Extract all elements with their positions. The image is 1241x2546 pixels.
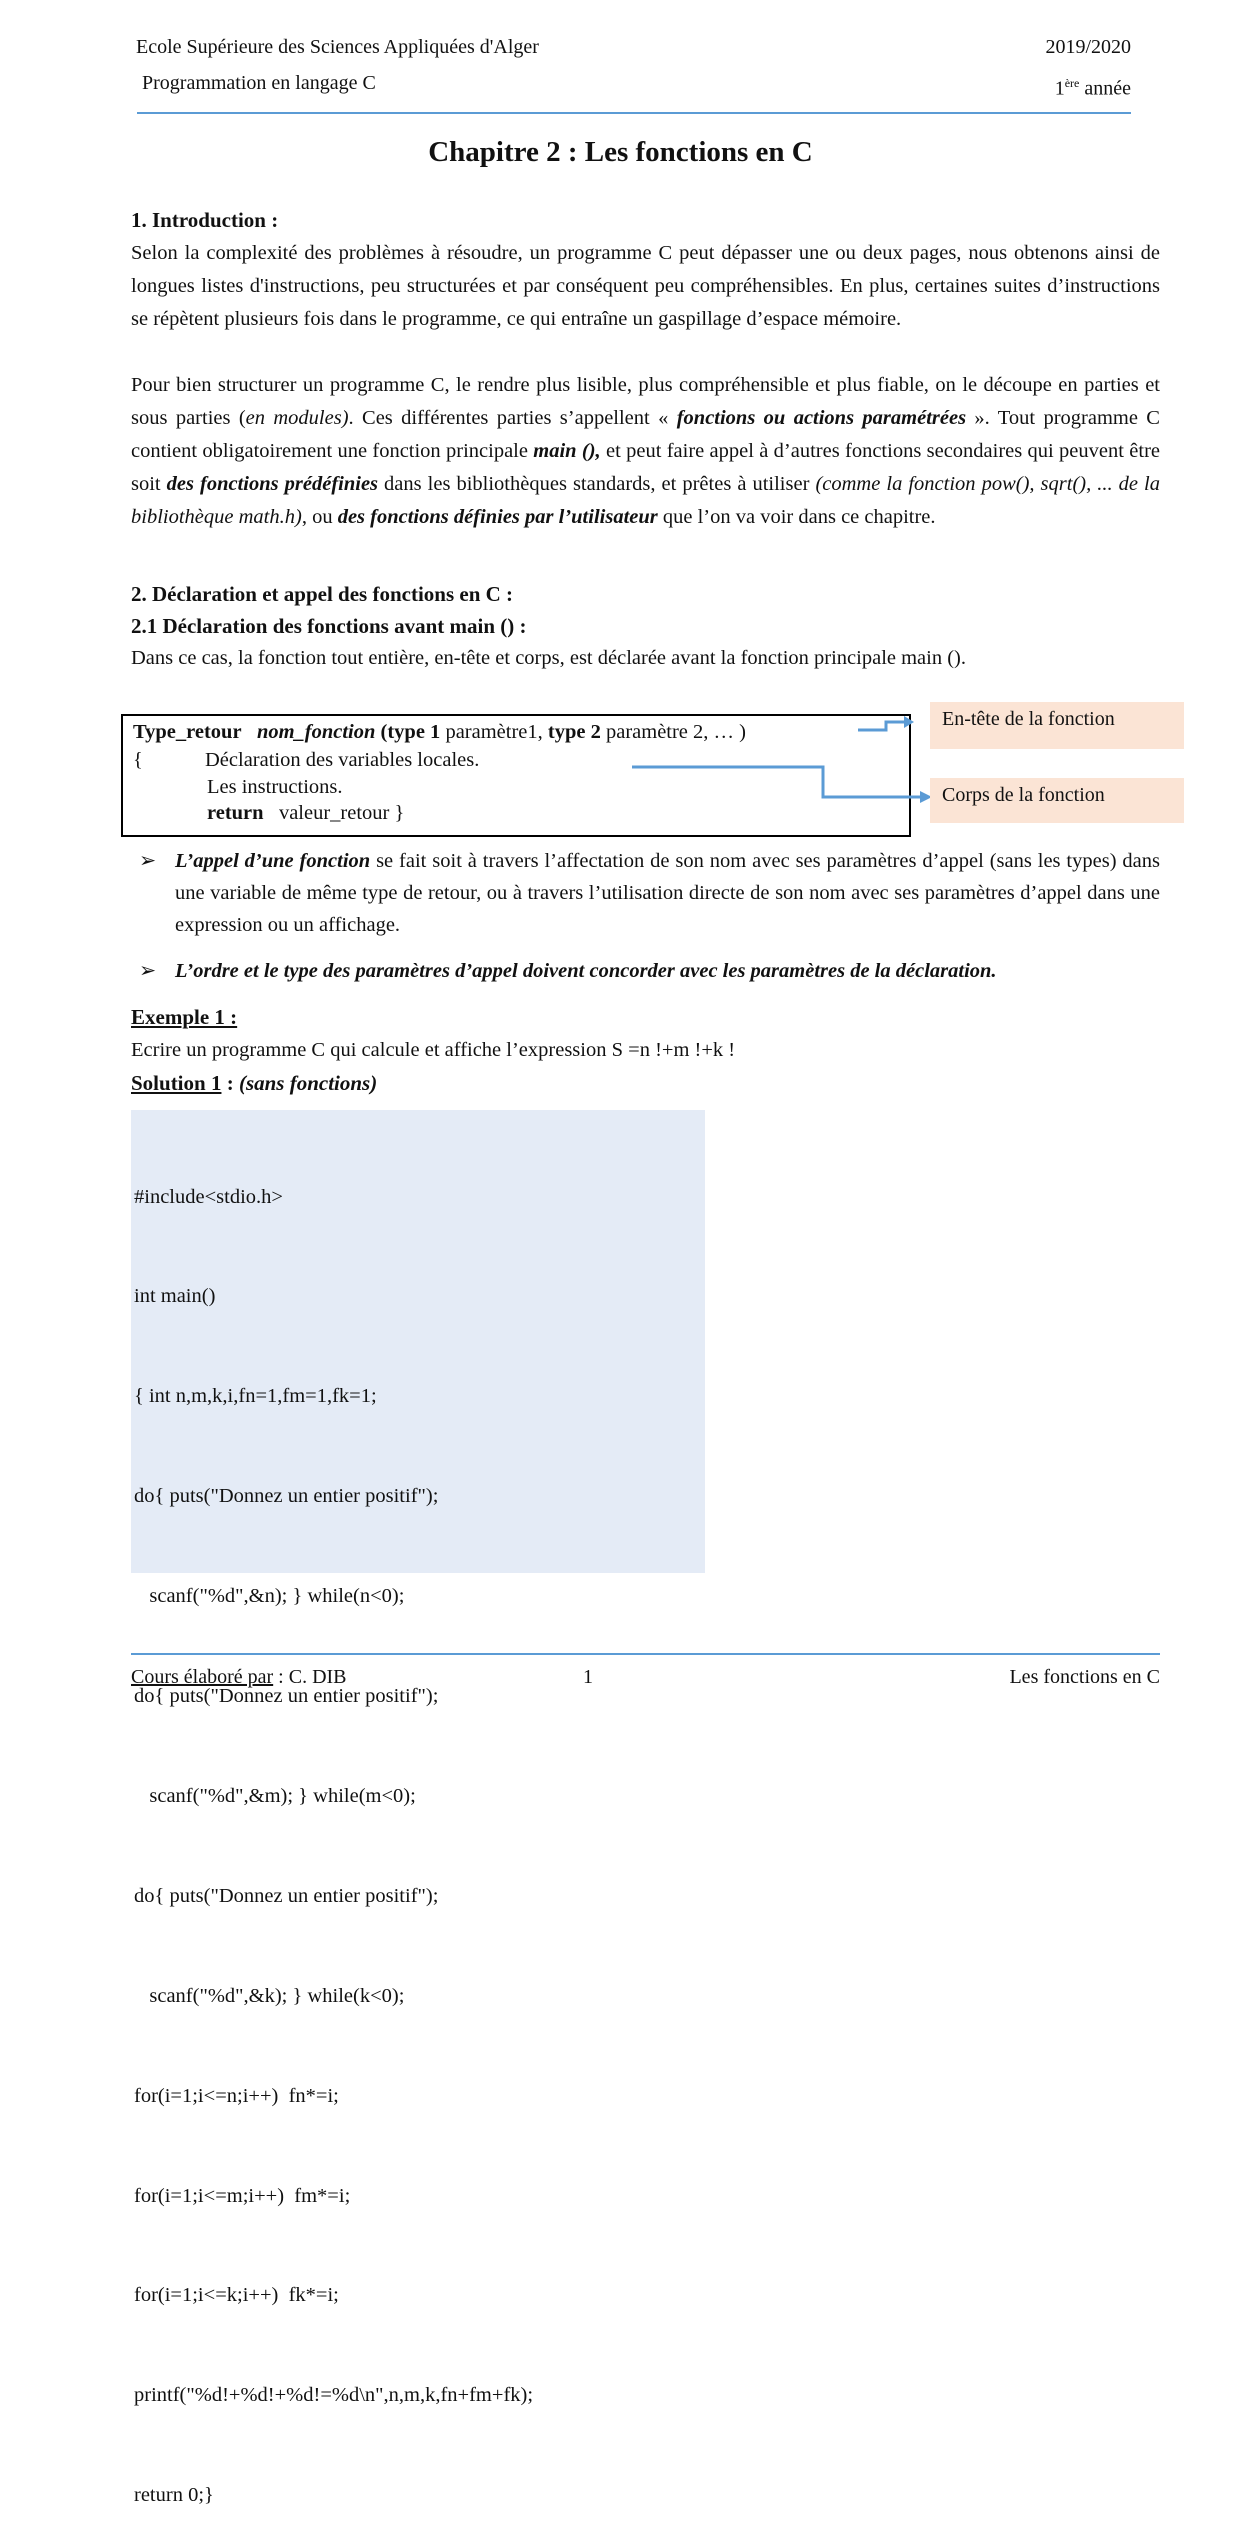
code-line: do{ puts("Donnez un entier positif");	[134, 1485, 439, 1508]
bullet-text: se fait soit à travers l’affectation de son nom avec ses paramètres d’appel (sans les types) dans une variable de même type de retour, ou à travers l’utilisation directe de son nom avec ses paramètres d’appel dans une expression ou un affichage.	[175, 850, 1161, 936]
example-statement: Ecrire un programme C qui calcule et affiche l’expression S =n !+m !+k !	[131, 1039, 736, 1061]
type-retour: Type_retour	[133, 721, 242, 743]
text-run-italic: (comme la fonction pow(), sqrt(), ... de la bibliothèque math.h)	[131, 473, 1160, 528]
code-line: do{ puts("Donnez un entier positif");	[134, 1884, 439, 1907]
bullet-lead: L’appel d’une fonction	[175, 850, 371, 872]
header-course: Programmation en langage C	[142, 72, 376, 94]
text-run-emphasis: des fonctions prédéfinies	[166, 473, 379, 495]
example-heading: Exemple 1 :	[131, 1005, 238, 1029]
code-line: scanf("%d",&k); } while(k<0);	[134, 1984, 405, 2007]
header-school: Ecole Supérieure des Sciences Appliquées d'Alger	[136, 36, 539, 58]
text-run-emphasis: main (),	[533, 440, 601, 462]
text-run: et peut faire appel à d’autres fonctions secondaires qui peuvent être soit	[131, 440, 1160, 495]
page-number: 1	[583, 1666, 593, 1688]
text-run: que l’on va voir dans ce chapitre.	[657, 506, 936, 528]
solution-heading	[131, 1071, 377, 1096]
bullet-arrow-icon: ➢	[139, 960, 157, 982]
section-1-heading: 1. Introduction :	[131, 208, 279, 232]
param-1: paramètre1,	[440, 721, 548, 743]
header-level	[1055, 71, 1131, 101]
return-value: valeur_retour }	[278, 802, 405, 824]
intro-paragraph-1: Selon la complexité des problèmes à résoudre, un programme C peut dépasser une ou deux pages, nous obtenons ainsi de longues listes d'instructions, peu structurées et par conséquent peu compréhensibles. En plus, certaines suites d’instructions se répètent plusieurs fois dans le programme, ce qui entraîne un gaspillage d’espace mémoire.	[131, 242, 1160, 330]
text-run-emphasis: des fonctions définies par l’utilisateur	[337, 506, 658, 528]
code-line: int main()	[134, 1285, 216, 1308]
param-2: paramètre 2, … )	[600, 721, 746, 743]
open-paren: (	[375, 721, 388, 743]
code-line: do{ puts("Donnez un entier positif");	[134, 1685, 439, 1708]
footer-chapter: Les fonctions en C	[1009, 1666, 1160, 1688]
text-run: . Ces différentes parties s’appellent «	[348, 407, 677, 429]
solution-note: (sans fonctions)	[238, 1071, 378, 1095]
bullet-lead: L’ordre et le type des paramètres d’appel doivent concorder avec les paramètres de la déclaration.	[175, 960, 997, 982]
code-line: { int n,m,k,i,fn=1,fm=1,fk=1;	[134, 1385, 377, 1408]
text-run: Pour bien structurer un programme C, le rendre plus lisible, plus compréhensible et plus fiable, on le découpe en parties et sous parties (	[131, 374, 1160, 429]
solution-label: Solution 1	[131, 1071, 222, 1095]
type-2: type 2	[547, 721, 601, 743]
section-2-1-heading: 2.1 Déclaration des fonctions avant main () :	[131, 614, 527, 638]
code-line: printf("%d!+%d!+%d!=%d\n",n,m,k,fn+fm+fk);	[134, 2384, 534, 2407]
header-label-box: En-tête de la fonction	[930, 702, 1184, 749]
header-rule	[137, 112, 1131, 114]
code-line: for(i=1;i<=n;i++) fn*=i;	[134, 2084, 339, 2107]
return-keyword: return	[207, 802, 264, 824]
bullet-ordre-parametres	[139, 955, 1175, 987]
author-name: : C. DIB	[273, 1666, 347, 1688]
code-line: for(i=1;i<=m;i++) fm*=i;	[134, 2184, 351, 2207]
nom-fonction: nom_fonction	[256, 721, 376, 743]
level-superscript: ère	[1064, 76, 1080, 90]
code-line: for(i=1;i<=k;i++) fk*=i;	[134, 2284, 339, 2307]
code-line: #include<stdio.h>	[134, 1185, 283, 1208]
author-label: Cours élaboré par	[131, 1666, 274, 1688]
footer-author	[131, 1665, 347, 1689]
level-word: année	[1084, 77, 1131, 100]
footer-rule	[131, 1653, 1160, 1655]
page-title: Chapitre 2 : Les fonctions en C	[428, 136, 813, 168]
brace-open: {	[133, 749, 143, 771]
text-run: , ou	[301, 506, 338, 528]
type-1: type 1	[387, 721, 441, 743]
text-run: ». Tout programme C contient obligatoirement une fonction principale	[131, 407, 1160, 462]
bullet-arrow-icon: ➢	[139, 850, 157, 872]
section-2-1-intro: Dans ce cas, la fonction tout entière, en-tête et corps, est déclarée avant la fonction principale main ().	[131, 647, 967, 669]
section-2-heading: 2. Déclaration et appel des fonctions en C :	[131, 582, 514, 606]
code-line: return 0;}	[134, 2484, 214, 2507]
text-run: dans les bibliothèques standards, et prêtes à utiliser	[378, 473, 816, 495]
arrow-to-body-label	[630, 760, 950, 820]
bullet-appel-fonction	[139, 845, 1161, 941]
body-label-box: Corps de la fonction	[930, 778, 1184, 823]
solution-colon: :	[221, 1071, 239, 1095]
declaration-header-line	[133, 718, 899, 746]
code-line: scanf("%d",&m); } while(m<0);	[134, 1784, 416, 1807]
header-year: 2019/2020	[1045, 36, 1131, 58]
text-run-italic: en modules)	[245, 407, 349, 429]
intro-paragraph-2	[131, 369, 1160, 534]
code-line: scanf("%d",&n); } while(n<0);	[134, 1585, 405, 1608]
local-variables-line: Déclaration des variables locales.	[205, 749, 480, 771]
level-number: 1	[1054, 77, 1065, 100]
instructions-line: Les instructions.	[207, 776, 343, 798]
text-run-emphasis: fonctions ou actions paramétrées	[676, 407, 967, 429]
